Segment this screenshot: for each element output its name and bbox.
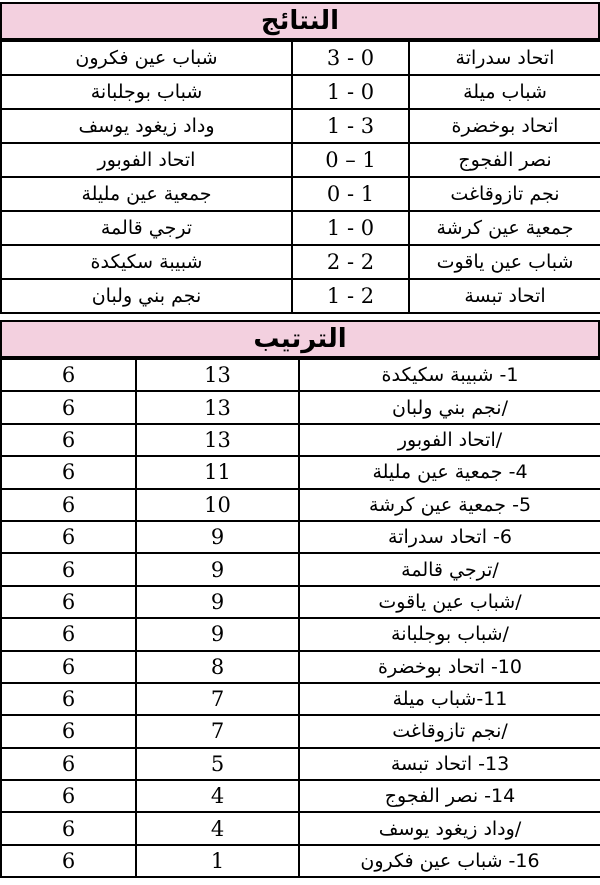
- matches-played: 6: [1, 651, 136, 683]
- team-name: 16- شباب عين فكرون: [299, 845, 600, 877]
- team-points: 5: [136, 748, 299, 780]
- match-score: 2 - 2: [292, 245, 409, 279]
- matches-played: 6: [1, 845, 136, 877]
- standings-row: [1, 618, 600, 650]
- match-score: 0 - 1: [292, 177, 409, 211]
- away-team: شباب عين فكرون: [1, 41, 292, 75]
- standings-row: [1, 715, 600, 747]
- standings-title: الترتيب: [0, 320, 600, 358]
- standings-row: [1, 553, 600, 585]
- match-score: 3 - 0: [292, 41, 409, 75]
- matches-played: 6: [1, 780, 136, 812]
- standings-row: [1, 359, 600, 391]
- standings-row: [1, 748, 600, 780]
- matches-played: 6: [1, 521, 136, 553]
- team-points: 4: [136, 812, 299, 844]
- standings-table: [0, 358, 600, 878]
- team-points: 1: [136, 845, 299, 877]
- matches-played: 6: [1, 359, 136, 391]
- standings-row: [1, 812, 600, 844]
- team-points: 13: [136, 424, 299, 456]
- standings-row: [1, 780, 600, 812]
- team-points: 13: [136, 391, 299, 423]
- away-team: جمعية عين مليلة: [1, 177, 292, 211]
- team-name: /شباب بوجلبانة: [299, 618, 600, 650]
- matches-played: 6: [1, 748, 136, 780]
- team-points: 11: [136, 456, 299, 488]
- result-row: [1, 109, 600, 143]
- team-name: 1- شبيبة سكيكدة: [299, 359, 600, 391]
- team-name: 14- نصر الفجوج: [299, 780, 600, 812]
- home-team: نصر الفجوج: [409, 143, 600, 177]
- home-team: اتحاد سدراتة: [409, 41, 600, 75]
- result-row: [1, 41, 600, 75]
- matches-played: 6: [1, 683, 136, 715]
- result-row: [1, 177, 600, 211]
- team-name: /ترجي قالمة: [299, 553, 600, 585]
- away-team: اتحاد الفوبور: [1, 143, 292, 177]
- team-name: 10- اتحاد بوخضرة: [299, 651, 600, 683]
- match-score: 1 - 0: [292, 75, 409, 109]
- home-team: اتحاد تبسة: [409, 279, 600, 313]
- team-points: 9: [136, 586, 299, 618]
- matches-played: 6: [1, 489, 136, 521]
- team-points: 7: [136, 715, 299, 747]
- standings-row: [1, 456, 600, 488]
- team-name: /نجم تازوقاغت: [299, 715, 600, 747]
- match-score: 1 - 0: [292, 211, 409, 245]
- matches-played: 6: [1, 391, 136, 423]
- result-row: [1, 245, 600, 279]
- team-points: 13: [136, 359, 299, 391]
- result-row: [1, 143, 600, 177]
- team-name: /شباب عين ياقوت: [299, 586, 600, 618]
- standings-row: [1, 651, 600, 683]
- home-team: اتحاد بوخضرة: [409, 109, 600, 143]
- away-team: شبيبة سكيكدة: [1, 245, 292, 279]
- match-score: 1 - 2: [292, 279, 409, 313]
- standings-row: [1, 683, 600, 715]
- matches-played: 6: [1, 553, 136, 585]
- matches-played: 6: [1, 424, 136, 456]
- team-points: 4: [136, 780, 299, 812]
- home-team: جمعية عين كرشة: [409, 211, 600, 245]
- away-team: ترجي قالمة: [1, 211, 292, 245]
- result-row: [1, 279, 600, 313]
- team-points: 9: [136, 553, 299, 585]
- matches-played: 6: [1, 456, 136, 488]
- matches-played: 6: [1, 618, 136, 650]
- standings-row: [1, 489, 600, 521]
- result-row: [1, 211, 600, 245]
- team-points: 10: [136, 489, 299, 521]
- team-name: /وداد زيغود يوسف: [299, 812, 600, 844]
- team-points: 9: [136, 618, 299, 650]
- team-points: 8: [136, 651, 299, 683]
- home-team: شباب عين ياقوت: [409, 245, 600, 279]
- standings-row: [1, 586, 600, 618]
- match-score: 1 - 3: [292, 109, 409, 143]
- away-team: وداد زيغود يوسف: [1, 109, 292, 143]
- results-title: النتائج: [0, 2, 600, 40]
- team-name: 6- اتحاد سدراتة: [299, 521, 600, 553]
- match-score: 0 – 1: [292, 143, 409, 177]
- standings-row: [1, 845, 600, 877]
- result-row: [1, 75, 600, 109]
- team-name: 11-شباب ميلة: [299, 683, 600, 715]
- away-team: شباب بوجلبانة: [1, 75, 292, 109]
- home-team: شباب ميلة: [409, 75, 600, 109]
- home-team: نجم تازوقاغت: [409, 177, 600, 211]
- standings-row: [1, 521, 600, 553]
- matches-played: 6: [1, 586, 136, 618]
- matches-played: 6: [1, 812, 136, 844]
- team-name: 4- جمعية عين مليلة: [299, 456, 600, 488]
- team-name: /نجم بني ولبان: [299, 391, 600, 423]
- results-table: [0, 40, 600, 314]
- team-points: 9: [136, 521, 299, 553]
- standings-row: [1, 391, 600, 423]
- matches-played: 6: [1, 715, 136, 747]
- team-name: 13- اتحاد تبسة: [299, 748, 600, 780]
- team-name: 5- جمعية عين كرشة: [299, 489, 600, 521]
- team-name: /اتحاد الفوبور: [299, 424, 600, 456]
- standings-row: [1, 424, 600, 456]
- away-team: نجم بني ولبان: [1, 279, 292, 313]
- team-points: 7: [136, 683, 299, 715]
